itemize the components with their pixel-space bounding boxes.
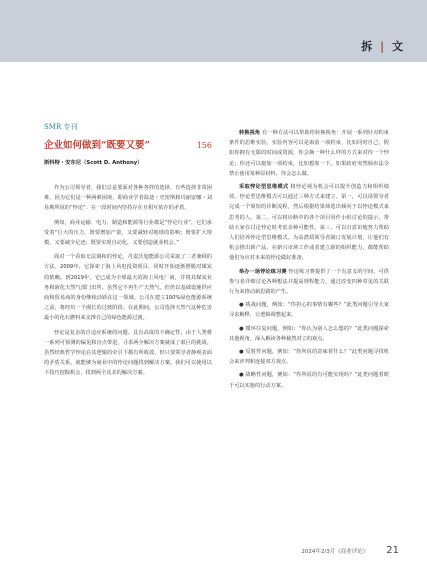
section-label: SMR 专刊 xyxy=(44,123,78,131)
article-title: 企业如何做到“既要又要” xyxy=(44,140,150,151)
bullet-item: ● 挑战问题，例如：“你担心的事情有哪些？”此类问题引导大家寻求解释，让逻辑调整起来。 xyxy=(229,302,389,319)
paragraph-lead: 转换视角 xyxy=(239,130,261,136)
body-paragraph: 例如，商业运输、电力、制造和能源等行业都是“悖论行业”，它们承受着“巨大的压力，既要增加产量，又要减轻对地球的影响；既要扩大规模，又要减少足迹；既要实现自动化，又要创造就业机会。” xyxy=(44,219,212,247)
section-tag-part1: 拆 xyxy=(361,40,375,53)
bullet-item: ● 循环往复问题，例如：“你认为别人怎么想的？”此类问题探索其他视角，深入解读各种截然对立的观点。 xyxy=(229,325,389,342)
right-column xyxy=(229,128,389,394)
paragraph-text: 悖论练习赛提供了一个有意义的空间，可供参与者详细讨论各种想法并提高规程能力，通过改变四种常见的关联行为来推动新思路的产生。 xyxy=(229,268,389,296)
article-page-number: 156 xyxy=(196,141,212,150)
section-tag-part2: 文 xyxy=(392,40,405,53)
body-paragraph xyxy=(229,128,389,179)
article-heading-row xyxy=(44,137,212,151)
body-paragraph: 悖论是复杂的自适应系统的问题。具有高度的不确定性，由于人类将一系列可预测的偏见和盲点带进，寻求两全解决方案就成了艰巨的挑战。虽然经典哲学悖论在其逻辑的牵引下都有所收敛，但只要领导者静观表面的矛盾关系，就能够为商业中的悖论问题找到解决方案。我们可以使用以下技巧挖掘机会，找到两全其美的解决方案。 xyxy=(44,329,212,377)
footer-page-number: 21 xyxy=(386,545,399,556)
right-body-text xyxy=(229,128,389,391)
bullet-item: ● 战略性问题，例如：“你所说的有可能实现吗？”此类问题着眼于可以实施的行动方案。 xyxy=(229,372,389,389)
section-tag xyxy=(361,38,405,54)
footer-issue: 2024年2/3月《商业评论》 xyxy=(301,549,369,555)
paragraph-text: 有一种方法可以帮助你转换视角：开展一系列针对约束条件的思维实验。实验内容可以是取消一项约束，比如同时自己，假如你拥有无限的时间或资源，你会换一种什么样的方式来对待一个悖论；你还可以施加一项约束，比如想象一下，如果政府突然颁布法令禁止使用某种原材料，你会怎么做。 xyxy=(229,130,389,177)
paragraph-lead: 采取悖论型思维模式 xyxy=(239,184,289,191)
body-paragraph: 面对一个看似无法调和的悖论，丹麦沃旭能源公司采取了二者兼顾的方法。2009年，它探索了海上风电投资项目，同时开始逐渐摆脱对煤炭的依赖。到2019年，它已成为全球最大的海上风电厂商，并将其煤炭业务和液化天然气部门出售。虽然它不再生产天然气，但仍以基础设施供应商和贸易商的身份继续活跃在这一领域。公司在建立100%绿色能源系统之前，将经历一个漫长的过渡阶段。在此期间，公司选择天然气这种危害最小的化石燃料来支撑自己的绿色能源过渡。 xyxy=(44,254,212,322)
paragraph-text: 将悖论视为机会可以提升创造力和组织绩效。悖论型思维模式可以通过三种方式来建立。第一，可以请领导者完成一个简短的诊断流程，然后根据结果筛选出倾向于以悖论模式来思考的人。第二，可以将诊断中的各个项目用作小组讨论的提示，帮助大家在讨论悖论时考虑多种可能性。第三，可以有意识地努力帮助人们培养悖论型思维模式。为高潜质领导者制订发展计划，让他们有机会推出新产品、在新兴市场工作或者建立新的组织能力，都能帮助他们为应对未来的悖论做好准备。 xyxy=(229,184,389,262)
article-authors: 斯科特・安东尼（Scott D. Anthony） xyxy=(44,160,143,166)
paragraph-lead: 举办一场悖论练习赛 xyxy=(239,268,287,275)
header-banner xyxy=(0,0,427,62)
left-column xyxy=(44,122,212,383)
left-body-text xyxy=(44,183,212,379)
body-paragraph: 作为公司领导者，我们总是要面对各种各样的选择。有些选择非常困难，因为它们是一种两难困境，即商业学者温迪・史密斯和玛丽安娜・刘易斯所说的“悖论”：在一段时间内坚持存在且相互依存的矛盾。 xyxy=(44,185,212,212)
bullet-item: ● 反射性问题，例如：“你所说的意味着什么？”此类问题寻找机会来评判和连接双方观点。 xyxy=(229,349,389,366)
body-paragraph xyxy=(229,182,389,264)
body-paragraph xyxy=(229,267,389,298)
section-tag-divider: | xyxy=(380,40,387,53)
page-footer xyxy=(301,545,399,556)
